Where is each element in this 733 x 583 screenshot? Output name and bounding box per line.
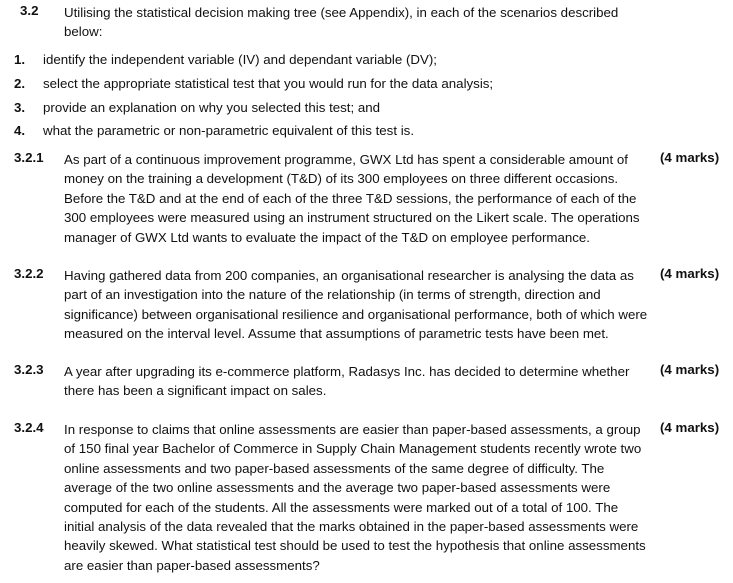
marks-label: (4 marks): [660, 150, 720, 165]
question-text: [64, 150, 640, 247]
instruction-number: 3.: [14, 100, 26, 115]
question-line: heavily skewed. What statistical test should be used to test the hypothesis that online assessments: [64, 538, 646, 554]
section-number: 3.2: [20, 3, 39, 18]
question-text: [64, 420, 646, 575]
question-line: initial analysis of the data revealed that the marks obtained in the paper-based assessments were: [64, 519, 639, 535]
instruction-text: identify the independent variable (IV) and dependant variable (DV);: [43, 52, 437, 67]
intro-line: Utilising the statistical decision making tree (see Appendix), in each of the scenarios described: [64, 5, 619, 20]
section-intro: [64, 3, 634, 42]
question-line: measured on the interval level. Assume that assumptions of parametric tests have been met.: [64, 326, 609, 342]
instruction-number: 1.: [14, 52, 26, 67]
question-line: Before the T&D and at the end of each of the three T&D sessions, the performance of each of the: [64, 190, 637, 206]
question-line: money on the training a development (T&D) of its 300 employees on three different occasions.: [64, 171, 619, 187]
question-text: [64, 266, 648, 344]
question-line: of 150 final year Bachelor of Commerce in Supply Chain Management students recently wrote two: [64, 441, 642, 457]
question-text: [64, 362, 630, 401]
marks-label: (4 marks): [660, 420, 720, 435]
instruction-text: provide an explanation on why you selected this test; and: [43, 100, 381, 115]
question-line: online assessments and two paper-based assessments of the same degree of difficulty. The: [64, 460, 605, 476]
question-number: 3.2.4: [14, 420, 44, 435]
question-line: significance) between organisational resilience and organisational performance, both of which were: [64, 306, 648, 322]
question-number: 3.2.1: [14, 150, 44, 165]
question-line: average of the two online assessments and the average two paper-based assessments were: [64, 480, 611, 496]
question-line: As part of a continuous improvement programme, GWX Ltd has spent a considerable amount of: [64, 152, 628, 167]
question-line: part of an investigation into the nature of the relationship (in terms of strength, direction and: [64, 287, 601, 303]
instruction-text: select the appropriate statistical test that you would run for the data analysis;: [43, 76, 494, 91]
question-line: A year after upgrading its e-commerce platform, Radasys Inc. has decided to determine whether: [64, 364, 630, 379]
question-line: manager of GWX Ltd wants to evaluate the impact of the T&D on employee performance.: [64, 229, 590, 245]
question-line: 300 employees were measured using an instrument structured on the Likert scale. The operations: [64, 210, 640, 226]
question-line: In response to claims that online assessments are easier than paper-based assessments, a group: [64, 422, 641, 437]
question-line: computed for each of the students. All the assessments were marked out of a total of 100. The: [64, 499, 619, 515]
question-number: 3.2.2: [14, 266, 44, 281]
marks-label: (4 marks): [660, 266, 720, 281]
question-line: Having gathered data from 200 companies, an organisational researcher is analysing the data as: [64, 268, 634, 283]
question-number: 3.2.3: [14, 362, 44, 377]
question-line: are easier than paper-based assessments?: [64, 557, 320, 573]
instruction-number: 2.: [14, 76, 26, 91]
intro-line: below:: [64, 24, 103, 40]
instruction-number: 4.: [14, 123, 26, 138]
question-line: there has been a significant impact on sales.: [64, 383, 327, 399]
instruction-text: what the parametric or non-parametric equivalent of this test is.: [43, 123, 415, 138]
marks-label: (4 marks): [660, 362, 720, 377]
